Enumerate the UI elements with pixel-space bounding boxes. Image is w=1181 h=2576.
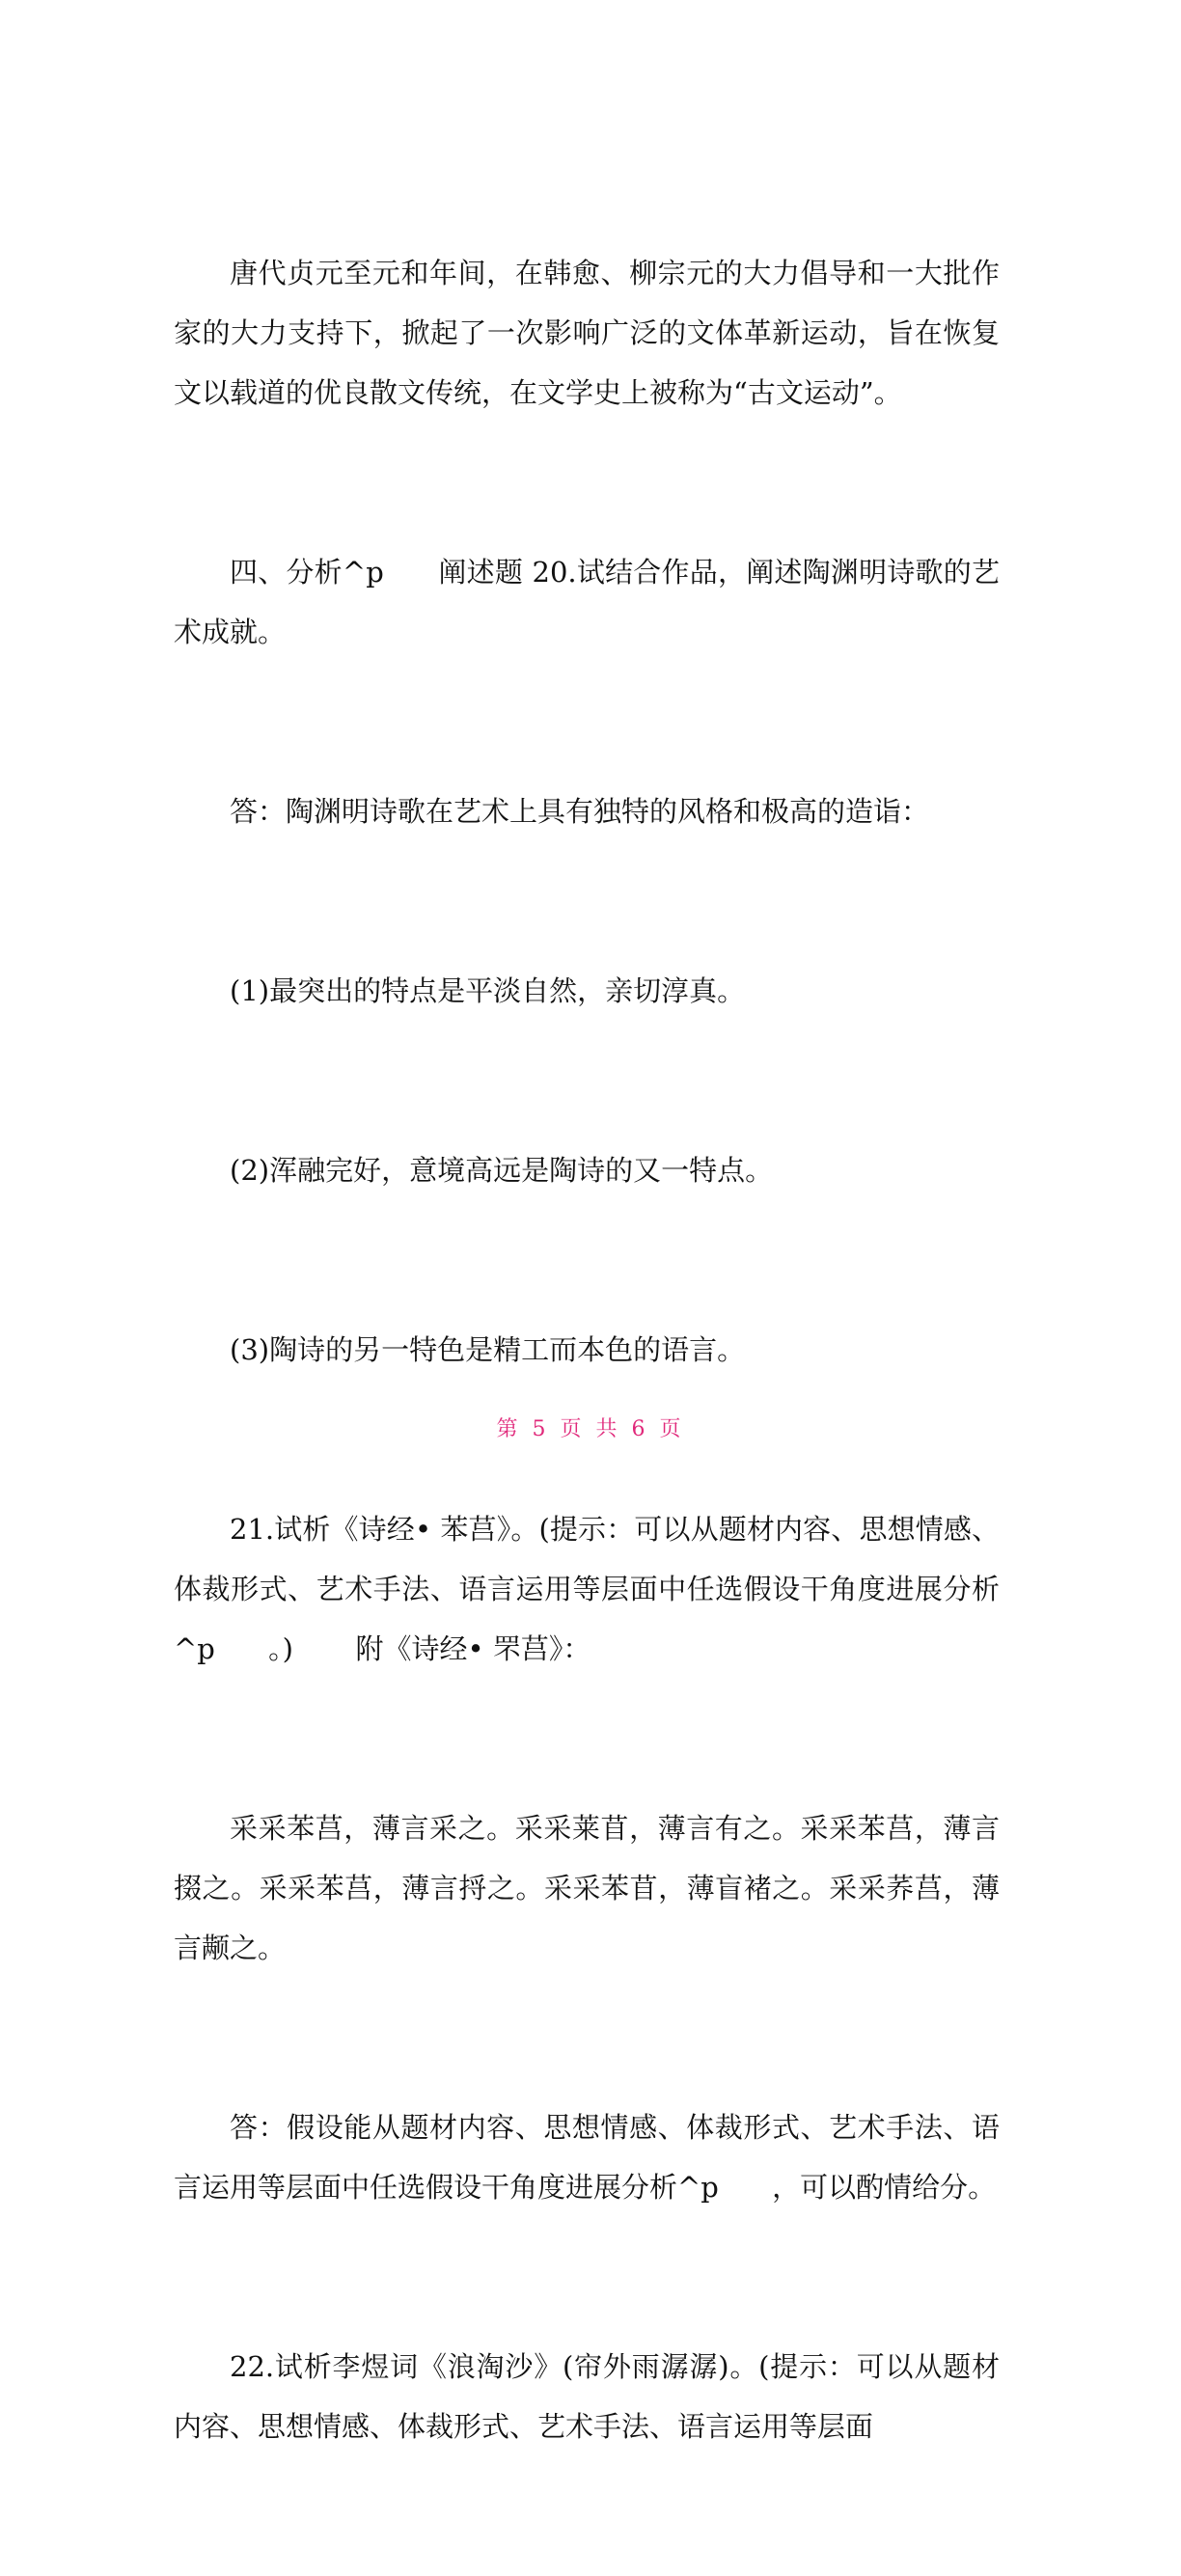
page-number-footer: 第 5 页 共 6 页 [496, 1417, 685, 1441]
paragraph-question-21: 21.试析《诗经• 苯莒》。(提示：可以从题材内容、思想情感、体裁形式、艺术手法、语言运用等层面中任选假设干角度进展分析^p 。) 附《诗经• 罘莒》： [174, 1513, 1000, 1665]
paragraph-answer-20-point-1: (1)最突出的特点是平淡自然，亲切淳真。 [230, 974, 746, 1007]
paragraph-answer-20-intro: 答：陶渊明诗歌在艺术上具有独特的风格和极高的造诣： [230, 795, 930, 828]
paragraph-guwen-movement: 唐代贞元至元和年间，在韩愈、柳宗元的大力倡导和一大批作家的大力支持下，掀起了一次影响广泛的文体革新运动，旨在恢复文以载道的优良散文传统，在文学史上被称为“古文运动”。 [174, 257, 1000, 409]
paragraph-answer-20-point-3: (3)陶诗的另一特色是精工而本色的语言。 [230, 1333, 746, 1366]
document-body [174, 123, 1000, 2576]
paragraph-poem-text: 采采苯莒，薄言采之。采采莱苜，薄言有之。采采苯莒，薄言掇之。采采苯莒，薄言捋之。采采苯苜，薄盲褚之。采采荞莒，薄言颟之。 [174, 1812, 1000, 1964]
paragraph-answer-20-point-2: (2)浑融完好，意境高远是陶诗的又一特点。 [230, 1154, 774, 1187]
paragraph-answer-21: 答：假设能从题材内容、思想情感、体裁形式、艺术手法、语言运用等层面中任选假设干角度进展分析^p ，可以酌情给分。 [174, 2111, 1000, 2204]
paragraph-question-22: 22.试析李煜词《浪淘沙》(帘外雨潺潺)。(提示：可以从题材内容、思想情感、体裁形式、艺术手法、语言运用等层面 [174, 2350, 1000, 2443]
paragraph-section-four-question-20: 四、分析^p 阐述题 20.试结合作品，阐述陶渊明诗歌的艺术成就。 [174, 556, 1000, 648]
